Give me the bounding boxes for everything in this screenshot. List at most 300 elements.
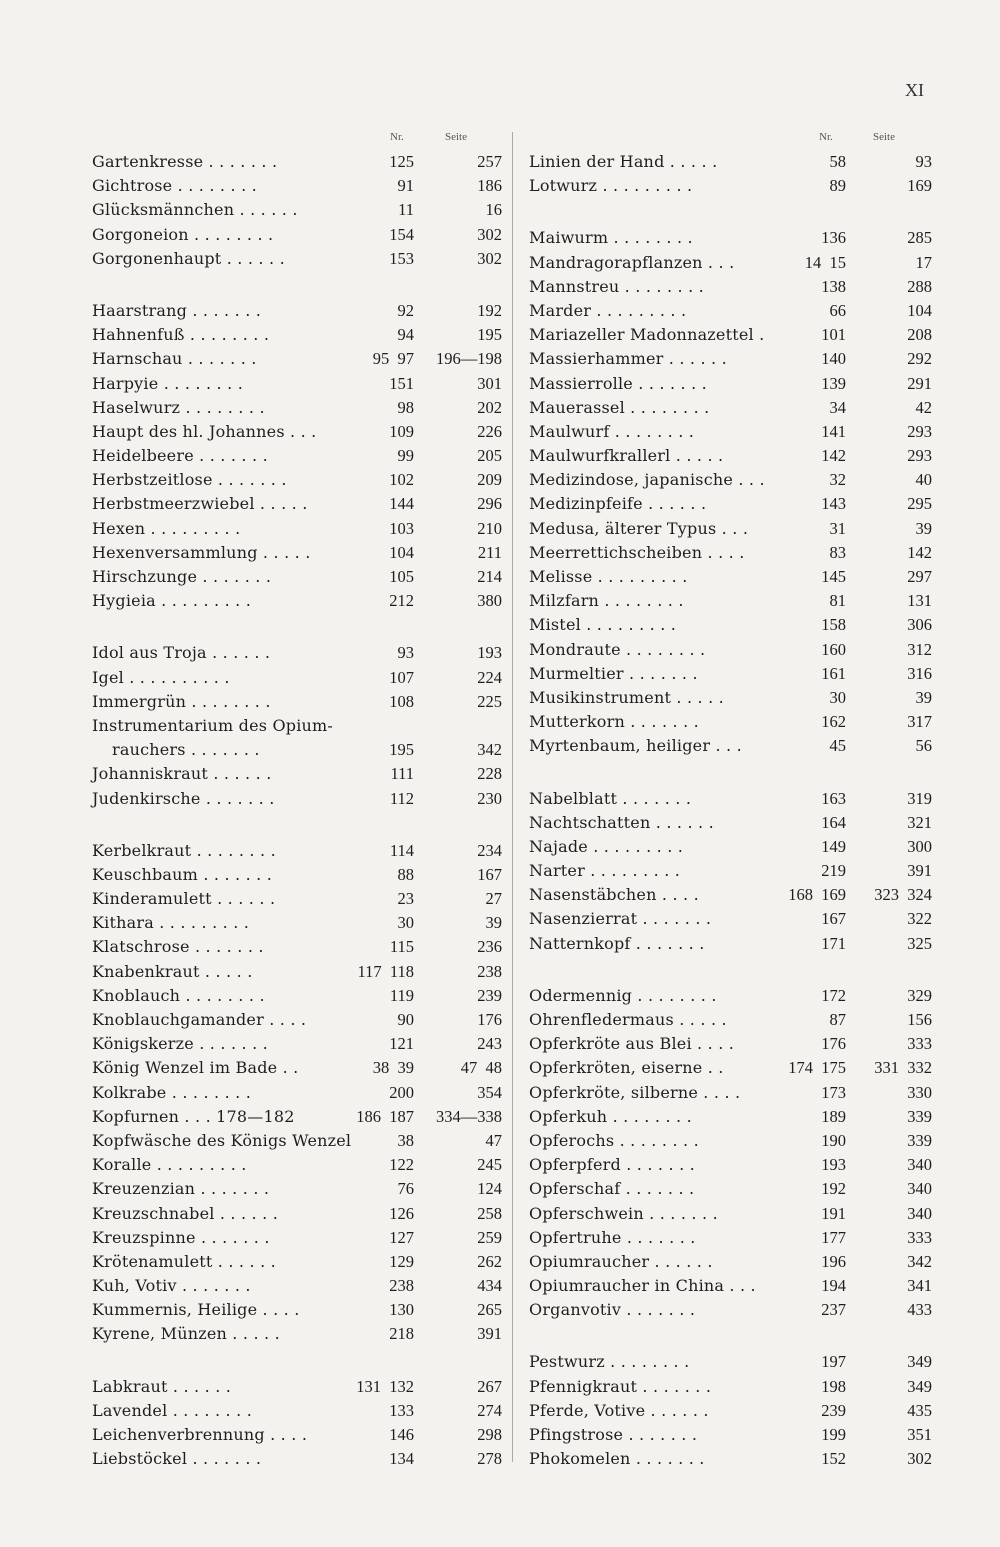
entry-term: Murmeltier . . . . . . . bbox=[529, 663, 698, 683]
index-entry bbox=[92, 396, 504, 420]
entry-page: 236 bbox=[477, 937, 502, 957]
index-entry bbox=[92, 247, 504, 271]
entry-page: 312 bbox=[907, 639, 932, 659]
entry-term: Königskerze . . . . . . . bbox=[92, 1034, 268, 1054]
entry-number: 139 bbox=[821, 373, 846, 393]
entry-term: Gorgonenhaupt . . . . . . bbox=[92, 248, 285, 268]
index-entry bbox=[529, 662, 936, 686]
entry-number: 107 bbox=[389, 667, 414, 687]
index-entry bbox=[529, 444, 936, 468]
entry-page: 306 bbox=[907, 615, 932, 635]
seite-header: Seite bbox=[445, 131, 467, 143]
entry-term: Labkraut . . . . . . bbox=[92, 1376, 232, 1396]
index-entry bbox=[92, 541, 504, 565]
entry-page: 156 bbox=[907, 1010, 932, 1029]
entry-term: Opferpferd . . . . . . . bbox=[529, 1155, 695, 1175]
entry-term: Instrumentarium des Opium- bbox=[92, 715, 334, 735]
index-entry bbox=[92, 1129, 504, 1153]
entry-page: 47 bbox=[485, 1130, 502, 1150]
index-entry bbox=[529, 1105, 936, 1129]
entry-page: 265 bbox=[477, 1300, 502, 1320]
entry-number: 38 39 bbox=[372, 1058, 414, 1078]
index-entry bbox=[92, 299, 504, 323]
index-entry bbox=[92, 887, 504, 911]
entry-page: 104 bbox=[907, 300, 932, 320]
entry-number: 219 bbox=[821, 861, 846, 881]
entry-term: Ohrenfledermaus . . . . . bbox=[529, 1010, 727, 1029]
index-entry bbox=[529, 734, 936, 758]
entry-page: 293 bbox=[907, 421, 932, 441]
entry-term: Nabelblatt . . . . . . . bbox=[529, 788, 692, 808]
index-entry bbox=[92, 1056, 504, 1080]
entry-number: 45 bbox=[829, 736, 846, 756]
entry-term: Mauerassel . . . . . . . . bbox=[529, 397, 710, 417]
entry-term: Nachtschatten . . . . . . bbox=[529, 812, 714, 832]
index-entry bbox=[92, 174, 504, 198]
entry-term: Opiumraucher . . . . . . bbox=[529, 1251, 713, 1271]
entry-page: 340 bbox=[907, 1203, 932, 1223]
entry-number: 98 bbox=[397, 397, 414, 417]
entry-number: 104 bbox=[389, 542, 414, 562]
entry-number: 174 175 bbox=[788, 1058, 846, 1078]
entry-number: 81 bbox=[829, 591, 846, 611]
entry-number: 161 bbox=[821, 663, 846, 683]
entry-page: 40 bbox=[915, 470, 932, 490]
entry-term: Klatschrose . . . . . . . bbox=[92, 937, 264, 957]
entry-term: rauchers . . . . . . . bbox=[112, 740, 260, 760]
letter-group-gap bbox=[529, 759, 936, 787]
entry-number: 141 bbox=[821, 421, 846, 441]
entry-number: 89 bbox=[829, 176, 846, 196]
index-entry bbox=[529, 347, 936, 371]
entry-number: 130 bbox=[389, 1300, 414, 1320]
nr-header: Nr. bbox=[819, 131, 833, 143]
entry-term: Medusa, älterer Typus . . . bbox=[529, 518, 749, 538]
entry-number: 144 bbox=[389, 494, 414, 514]
entry-term: König Wenzel im Bade . . bbox=[92, 1058, 299, 1078]
entry-number: 83 bbox=[829, 542, 846, 562]
index-entry bbox=[92, 641, 504, 665]
entry-page: 56 bbox=[915, 736, 932, 756]
index-entry bbox=[92, 150, 504, 174]
index-entry bbox=[92, 1105, 504, 1129]
entry-page: 258 bbox=[477, 1203, 502, 1223]
index-entry bbox=[92, 372, 504, 396]
entry-term: Idol aus Troja . . . . . . bbox=[92, 643, 271, 663]
entry-page: 27 bbox=[485, 889, 502, 909]
entry-number: 138 bbox=[821, 276, 846, 296]
entry-page: 225 bbox=[477, 691, 502, 711]
letter-group-gap bbox=[92, 811, 504, 839]
index-entry bbox=[529, 396, 936, 420]
entry-number: 121 bbox=[389, 1034, 414, 1054]
entry-term: Phokomelen . . . . . . . bbox=[529, 1449, 705, 1469]
entry-number: 102 bbox=[389, 470, 414, 490]
entry-number: 93 bbox=[397, 643, 414, 663]
entry-page: 93 bbox=[915, 152, 932, 171]
index-entry bbox=[92, 1226, 504, 1250]
entry-number: 58 bbox=[829, 152, 846, 171]
entry-term: Kuh, Votiv . . . . . . . bbox=[92, 1276, 251, 1296]
entry-number: 90 bbox=[397, 1010, 414, 1029]
entry-number: 101 bbox=[821, 325, 846, 345]
index-entry bbox=[92, 911, 504, 935]
entry-page: 296 bbox=[477, 494, 502, 514]
index-entry bbox=[92, 1298, 504, 1322]
entry-page: 211 bbox=[477, 542, 502, 562]
entry-term: Milzfarn . . . . . . . . bbox=[529, 591, 684, 611]
entry-term: Haarstrang . . . . . . . bbox=[92, 300, 262, 320]
entry-page: 302 bbox=[477, 224, 502, 244]
entry-number: 237 bbox=[821, 1300, 846, 1320]
entry-number: 94 bbox=[397, 325, 414, 345]
index-entry bbox=[529, 1447, 936, 1471]
entry-number: 108 bbox=[389, 691, 414, 711]
index-entry bbox=[529, 1250, 936, 1274]
index-entry bbox=[92, 1177, 504, 1201]
entry-page: 214 bbox=[477, 567, 502, 586]
entry-term: Kolkrabe . . . . . . . . bbox=[92, 1082, 252, 1102]
entry-term: Opfertruhe . . . . . . . bbox=[529, 1227, 696, 1247]
entry-page: 238 bbox=[477, 961, 502, 981]
index-entry bbox=[92, 935, 504, 959]
entry-number: 163 bbox=[821, 788, 846, 808]
entry-page: 210 bbox=[477, 518, 502, 538]
entry-term: Organvotiv . . . . . . . bbox=[529, 1300, 696, 1320]
entry-page: 321 bbox=[907, 812, 932, 832]
entry-page: 193 bbox=[477, 643, 502, 663]
entry-number: 189 bbox=[821, 1106, 846, 1126]
index-entry bbox=[529, 1153, 936, 1177]
index-entry bbox=[92, 323, 504, 347]
entry-term: Kyrene, Münzen . . . . . bbox=[92, 1324, 280, 1344]
entry-term: Massierhammer . . . . . . bbox=[529, 349, 727, 369]
entry-number: 158 bbox=[821, 615, 846, 635]
entry-number: 131 132 bbox=[356, 1376, 414, 1396]
entry-term: Medizinpfeife . . . . . . bbox=[529, 494, 707, 514]
entry-number: 192 bbox=[821, 1179, 846, 1199]
entry-page: 285 bbox=[907, 228, 932, 248]
entry-number: 173 bbox=[821, 1082, 846, 1102]
index-entry bbox=[529, 1350, 936, 1374]
entry-number: 197 bbox=[821, 1352, 846, 1372]
entry-term: Knoblauchgamander . . . . bbox=[92, 1010, 307, 1029]
index-entry bbox=[529, 517, 936, 541]
entry-term: Herbstzeitlose . . . . . . . bbox=[92, 470, 287, 490]
entry-page: 209 bbox=[477, 470, 502, 490]
index-entry bbox=[92, 1274, 504, 1298]
entry-page: 351 bbox=[907, 1425, 932, 1444]
entry-term: Pfingstrose . . . . . . . bbox=[529, 1425, 698, 1444]
entry-number: 23 bbox=[397, 889, 414, 909]
entry-number: 103 bbox=[389, 518, 414, 538]
entry-page: 339 bbox=[907, 1130, 932, 1150]
entry-page: 192 bbox=[477, 300, 502, 320]
entry-term: Glücksmännchen . . . . . . bbox=[92, 200, 298, 220]
index-entry bbox=[529, 984, 936, 1008]
index-entry bbox=[92, 787, 504, 811]
entry-page: 257 bbox=[477, 152, 502, 171]
entry-term: Immergrün . . . . . . . . bbox=[92, 691, 271, 711]
entry-term: Narter . . . . . . . . . bbox=[529, 861, 681, 881]
index-entry bbox=[92, 1202, 504, 1226]
entry-term: Opferschaf . . . . . . . bbox=[529, 1179, 695, 1199]
index-entry bbox=[92, 492, 504, 516]
entry-term: Kummernis, Heilige . . . . bbox=[92, 1300, 300, 1320]
index-entry bbox=[92, 762, 504, 786]
entry-term: Haselwurz . . . . . . . . bbox=[92, 397, 265, 417]
entry-term: Massierrolle . . . . . . . bbox=[529, 373, 707, 393]
entry-page: 17 bbox=[915, 252, 932, 272]
entry-term: Hahnenfuß . . . . . . . . bbox=[92, 325, 270, 345]
entry-page: 39 bbox=[915, 518, 932, 538]
entry-number: 140 bbox=[821, 349, 846, 369]
entry-page: 239 bbox=[477, 985, 502, 1005]
entry-number: 11 bbox=[398, 200, 414, 220]
index-entry bbox=[529, 1056, 936, 1080]
index-entry bbox=[529, 1032, 936, 1056]
entry-page: 16 bbox=[485, 200, 502, 220]
entry-term: Opferschwein . . . . . . . bbox=[529, 1203, 718, 1223]
index-entry bbox=[529, 589, 936, 613]
entry-page: 124 bbox=[477, 1179, 502, 1199]
entry-page: 259 bbox=[477, 1227, 502, 1247]
seite-header: Seite bbox=[873, 131, 895, 143]
entry-term: Mutterkorn . . . . . . . bbox=[529, 712, 699, 732]
index-entry bbox=[92, 1399, 504, 1423]
entry-page: 391 bbox=[907, 861, 932, 881]
index-entry bbox=[92, 690, 504, 714]
entry-term: Harnschau . . . . . . . bbox=[92, 349, 257, 369]
entry-term: Hexen . . . . . . . . . bbox=[92, 518, 241, 538]
entry-term: Mariazeller Madonnazettel . bbox=[529, 325, 765, 345]
letter-group-gap bbox=[529, 198, 936, 226]
index-entry bbox=[529, 275, 936, 299]
entry-term: Opferochs . . . . . . . . bbox=[529, 1130, 699, 1150]
entry-number: 143 bbox=[821, 494, 846, 514]
index-entry bbox=[92, 714, 504, 738]
entry-number: 117 118 bbox=[357, 961, 414, 981]
index-entry bbox=[529, 226, 936, 250]
entry-page: 186 bbox=[477, 176, 502, 196]
entry-number: 164 bbox=[821, 812, 846, 832]
index-entry bbox=[92, 1423, 504, 1447]
entry-page: 316 bbox=[907, 663, 932, 683]
entry-term: Mondraute . . . . . . . . bbox=[529, 639, 706, 659]
entry-page: 340 bbox=[907, 1179, 932, 1199]
entry-page: 205 bbox=[477, 446, 502, 466]
entry-term: Johanniskraut . . . . . . bbox=[92, 764, 272, 784]
entry-page: 224 bbox=[477, 667, 502, 687]
index-entry bbox=[92, 1447, 504, 1471]
entry-number: 168 169 bbox=[788, 885, 846, 905]
entry-term: Najade . . . . . . . . . bbox=[529, 836, 684, 856]
entry-number: 122 bbox=[389, 1155, 414, 1175]
entry-term: Lavendel . . . . . . . . bbox=[92, 1400, 252, 1420]
index-entry bbox=[529, 686, 936, 710]
entry-page: 39 bbox=[485, 913, 502, 933]
entry-number: 112 bbox=[389, 788, 414, 808]
entry-term: Opiumraucher in China . . . bbox=[529, 1276, 756, 1296]
entry-term: Medizindose, japanische . . . bbox=[529, 470, 765, 490]
entry-number: 114 bbox=[389, 840, 414, 860]
entry-term: Nasenstäbchen . . . . bbox=[529, 885, 699, 905]
entry-number: 160 bbox=[821, 639, 846, 659]
index-entry bbox=[92, 1250, 504, 1274]
entry-number: 31 bbox=[829, 518, 846, 538]
entry-term: Igel . . . . . . . . . . bbox=[92, 667, 230, 687]
entry-number: 177 bbox=[821, 1227, 846, 1247]
entry-page: 292 bbox=[907, 349, 932, 369]
index-entry bbox=[529, 613, 936, 637]
entry-number: 198 bbox=[821, 1376, 846, 1396]
entry-page: 349 bbox=[907, 1376, 932, 1396]
index-entry bbox=[529, 859, 936, 883]
index-entry bbox=[529, 1274, 936, 1298]
index-entry bbox=[92, 565, 504, 589]
column-divider bbox=[512, 132, 513, 1462]
entry-number: 66 bbox=[829, 300, 846, 320]
index-entry bbox=[529, 174, 936, 198]
entry-term: Judenkirsche . . . . . . . bbox=[92, 788, 275, 808]
entry-term: Opferkuh . . . . . . . . bbox=[529, 1106, 692, 1126]
entry-number: 153 bbox=[389, 248, 414, 268]
entry-term: Mannstreu . . . . . . . . bbox=[529, 276, 704, 296]
entry-page: 278 bbox=[477, 1449, 502, 1469]
entry-page: 333 bbox=[907, 1034, 932, 1054]
entry-page: 142 bbox=[907, 542, 932, 562]
entry-term: Hirschzunge . . . . . . . bbox=[92, 567, 272, 586]
entry-page: 42 bbox=[915, 397, 932, 417]
entry-number: 162 bbox=[821, 712, 846, 732]
entry-number: 145 bbox=[821, 567, 846, 586]
entry-number: 142 bbox=[821, 446, 846, 466]
entry-page: 230 bbox=[477, 788, 502, 808]
entry-number: 136 bbox=[821, 228, 846, 248]
entry-page: 354 bbox=[477, 1082, 502, 1102]
entry-number: 30 bbox=[829, 687, 846, 707]
index-entry bbox=[529, 835, 936, 859]
entry-number: 99 bbox=[397, 446, 414, 466]
entry-number: 134 bbox=[389, 1449, 414, 1469]
entry-term: Leichenverbrennung . . . . bbox=[92, 1425, 308, 1444]
entry-number: 191 bbox=[821, 1203, 846, 1223]
entry-number: 88 bbox=[397, 864, 414, 884]
index-entry bbox=[92, 1008, 504, 1032]
entry-page: 295 bbox=[907, 494, 932, 514]
entry-page: 245 bbox=[477, 1155, 502, 1175]
entry-number: 146 bbox=[389, 1425, 414, 1444]
entry-page: 331 332 bbox=[874, 1058, 932, 1078]
letter-group-gap bbox=[529, 956, 936, 984]
entry-number: 92 bbox=[397, 300, 414, 320]
entry-number: 38 bbox=[397, 1130, 414, 1150]
entry-number: 200 bbox=[389, 1082, 414, 1102]
index-entry bbox=[92, 1322, 504, 1346]
entry-page: 329 bbox=[907, 985, 932, 1005]
entry-term: Kopfurnen . . . 178—182 bbox=[92, 1106, 295, 1126]
letter-group-gap bbox=[529, 1322, 936, 1350]
entry-page: 39 bbox=[915, 687, 932, 707]
entry-term: Odermennig . . . . . . . . bbox=[529, 985, 717, 1005]
entry-number: 196 bbox=[821, 1251, 846, 1271]
index-entry bbox=[529, 1375, 936, 1399]
entry-number: 154 bbox=[389, 224, 414, 244]
index-entry bbox=[92, 347, 504, 371]
entry-term: Harpyie . . . . . . . . bbox=[92, 373, 243, 393]
nr-header: Nr. bbox=[390, 131, 404, 143]
entry-term: Meerrettichscheiben . . . . bbox=[529, 542, 745, 562]
entry-page: 297 bbox=[907, 567, 932, 586]
entry-term: Hygieia . . . . . . . . . bbox=[92, 591, 252, 611]
entry-term: Pfennigkraut . . . . . . . bbox=[529, 1376, 712, 1396]
entry-term: Melisse . . . . . . . . . bbox=[529, 567, 688, 586]
letter-group-gap bbox=[92, 271, 504, 299]
entry-number: 190 bbox=[821, 1130, 846, 1150]
entry-page: 330 bbox=[907, 1082, 932, 1102]
entry-page: 169 bbox=[907, 176, 932, 196]
entry-term: Maulwurfkrallerl . . . . . bbox=[529, 446, 724, 466]
index-entry bbox=[92, 666, 504, 690]
index-entry bbox=[92, 468, 504, 492]
entry-page: 274 bbox=[477, 1400, 502, 1420]
entry-term: Maiwurm . . . . . . . . bbox=[529, 228, 693, 248]
index-entry bbox=[92, 863, 504, 887]
entry-number: 126 bbox=[389, 1203, 414, 1223]
index-entry bbox=[92, 420, 504, 444]
entry-term: Krötenamulett . . . . . . bbox=[92, 1251, 276, 1271]
letter-group-gap bbox=[92, 1347, 504, 1375]
entry-page: 302 bbox=[907, 1449, 932, 1469]
entry-page: 228 bbox=[477, 764, 502, 784]
entry-term: Marder . . . . . . . . . bbox=[529, 300, 687, 320]
entry-page: 176 bbox=[477, 1010, 502, 1029]
index-entry bbox=[529, 299, 936, 323]
index-entry bbox=[529, 420, 936, 444]
index-entry bbox=[529, 710, 936, 734]
entry-page: 47 48 bbox=[460, 1058, 502, 1078]
entry-number: 127 bbox=[389, 1227, 414, 1247]
entry-number: 199 bbox=[821, 1425, 846, 1444]
index-entry bbox=[529, 1226, 936, 1250]
entry-number: 14 15 bbox=[804, 252, 846, 272]
index-entry bbox=[92, 1375, 504, 1399]
index-column-left bbox=[92, 128, 504, 1471]
entry-term: Natternkopf . . . . . . . bbox=[529, 933, 705, 953]
entry-term: Kreuzenzian . . . . . . . bbox=[92, 1179, 270, 1199]
entry-number: 109 bbox=[389, 421, 414, 441]
entry-page: 298 bbox=[477, 1425, 502, 1444]
entry-term: Mandragorapflanzen . . . bbox=[529, 252, 735, 272]
entry-page: 262 bbox=[477, 1251, 502, 1271]
entry-page: 226 bbox=[477, 421, 502, 441]
entry-number: 167 bbox=[821, 909, 846, 929]
index-entry bbox=[92, 1032, 504, 1056]
entry-page: 208 bbox=[907, 325, 932, 345]
index-entry bbox=[92, 589, 504, 613]
entry-page: 302 bbox=[477, 248, 502, 268]
entry-term: Gichtrose . . . . . . . . bbox=[92, 176, 257, 196]
index-entry bbox=[529, 1008, 936, 1032]
entry-page: 325 bbox=[907, 933, 932, 953]
entry-number: 193 bbox=[821, 1155, 846, 1175]
index-entry bbox=[92, 444, 504, 468]
entry-page: 196—198 bbox=[436, 349, 502, 369]
entry-number: 87 bbox=[829, 1010, 846, 1029]
entry-page: 323 324 bbox=[874, 885, 932, 905]
entry-number: 91 bbox=[397, 176, 414, 196]
entry-term: Hexenversammlung . . . . . bbox=[92, 542, 311, 562]
